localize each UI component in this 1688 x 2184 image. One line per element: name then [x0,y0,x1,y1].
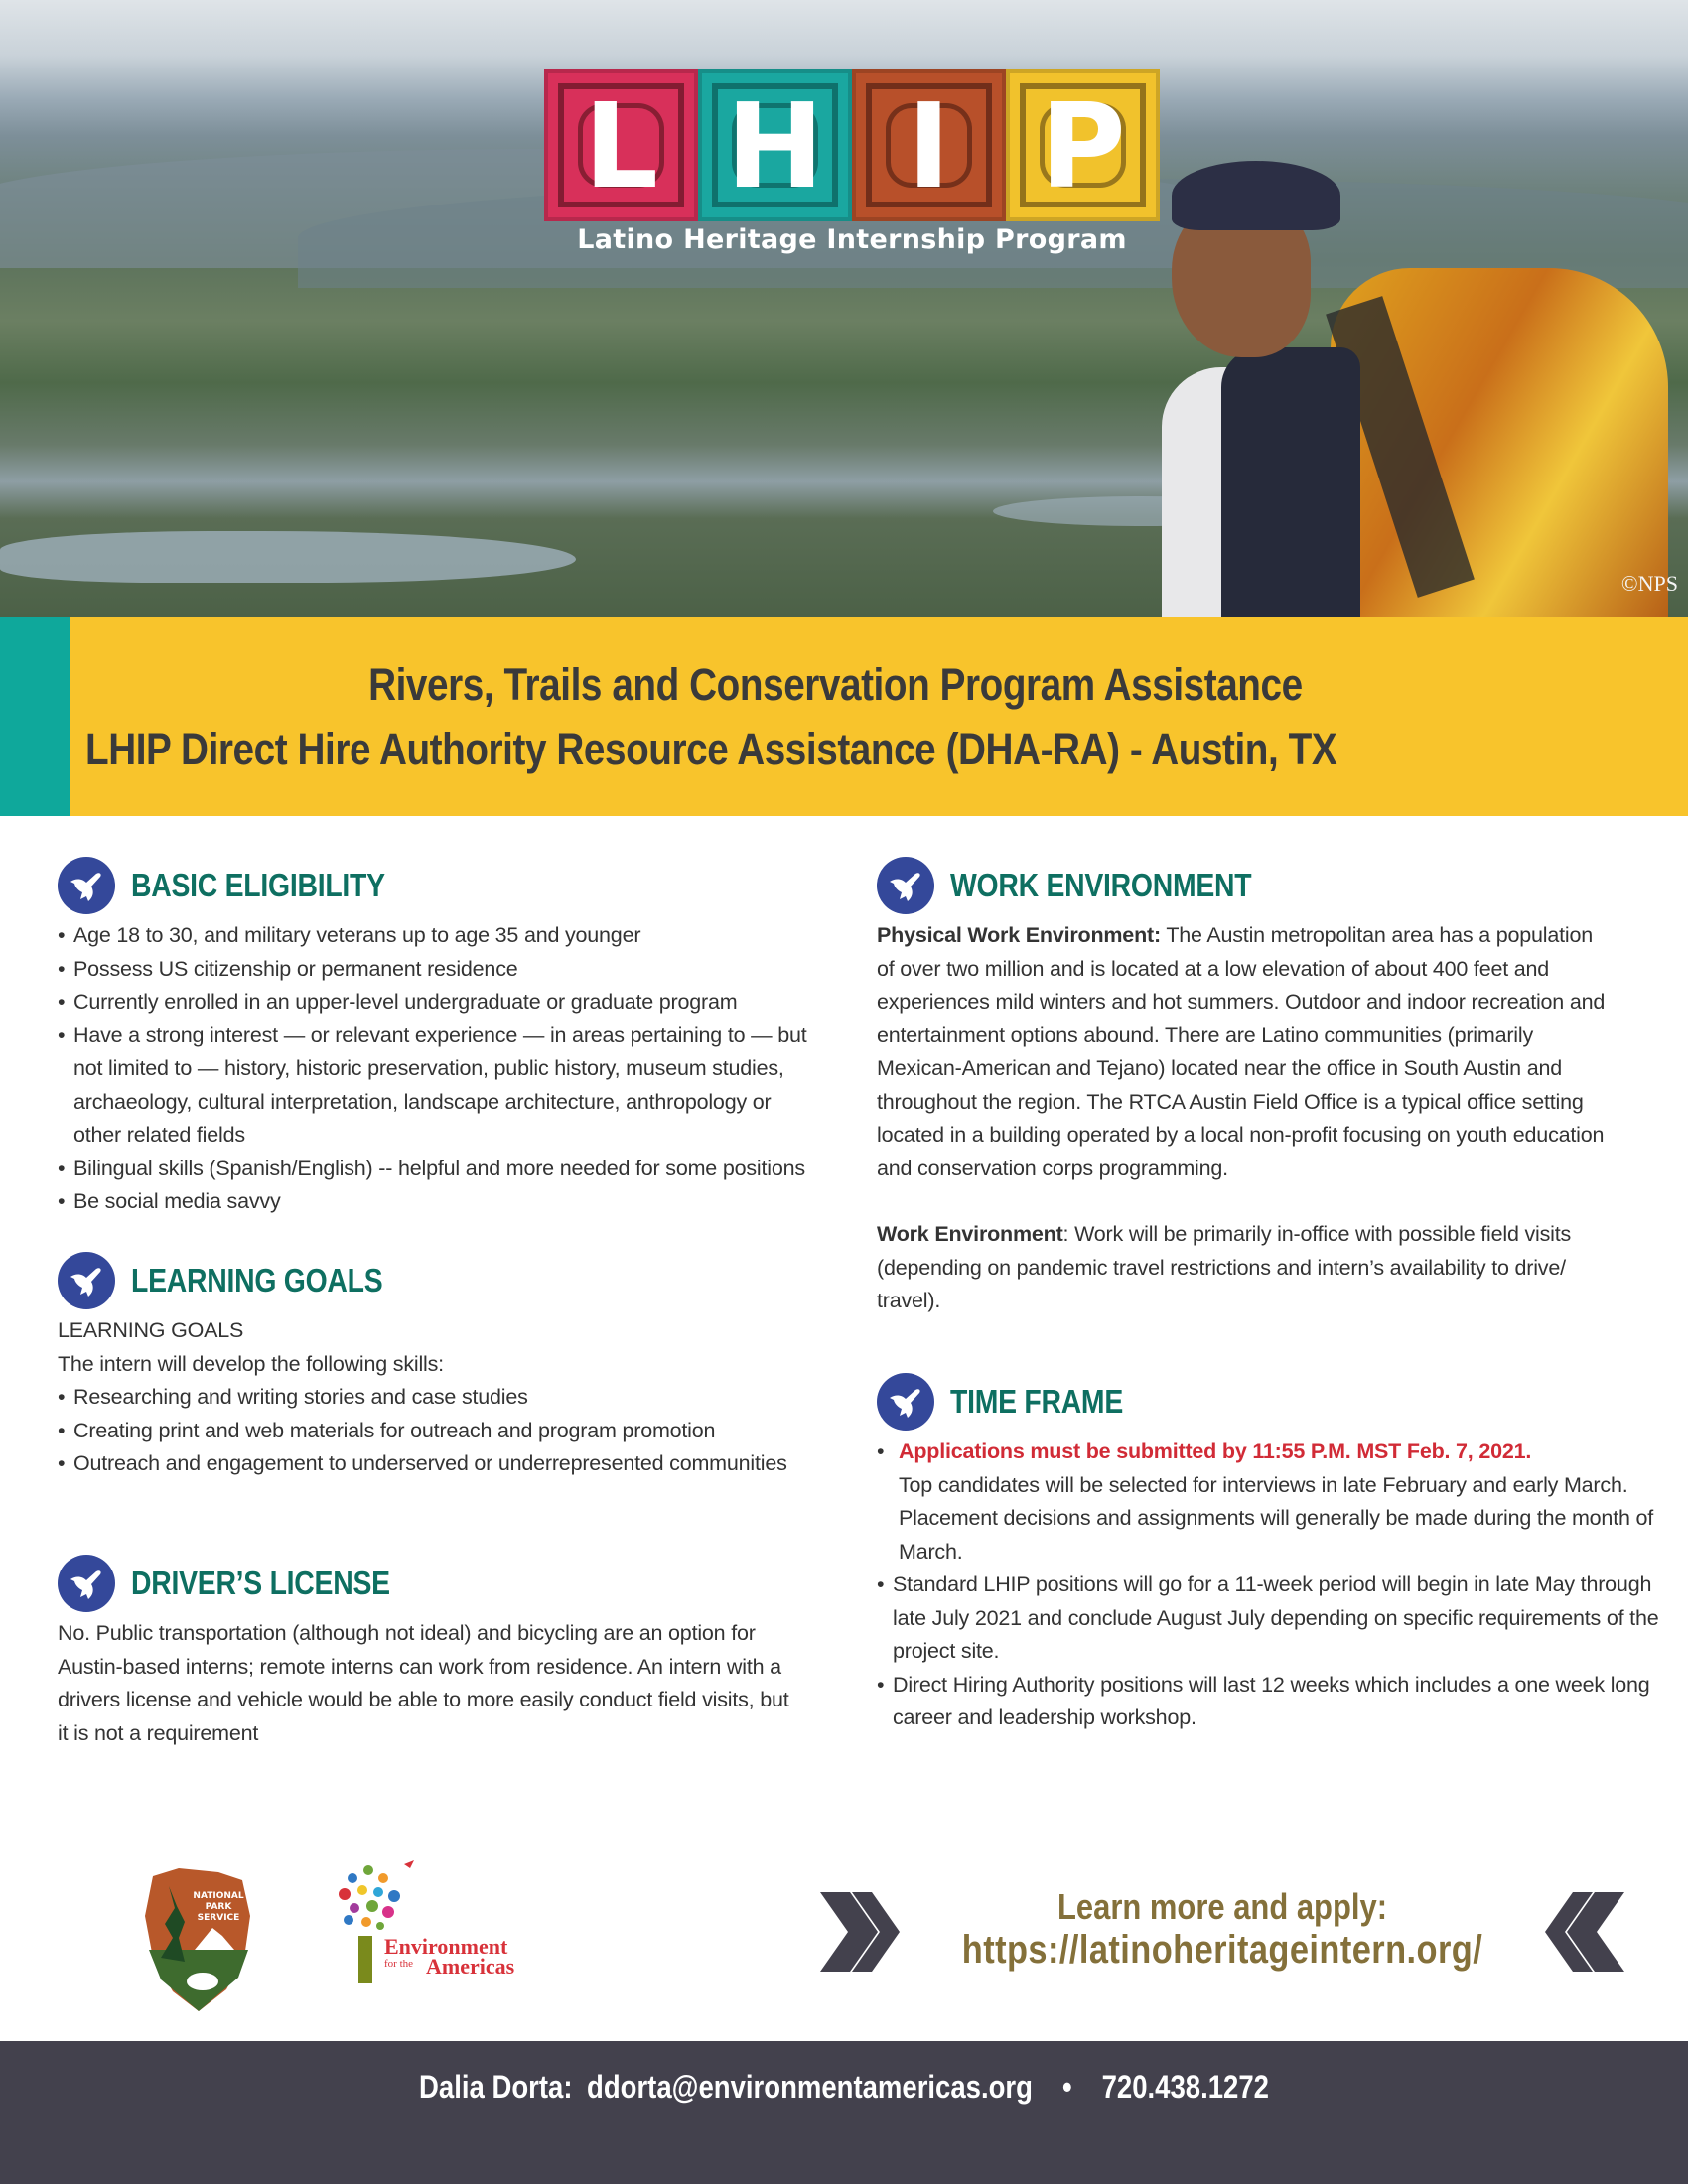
contact-line [118,2069,1570,2106]
section-learning-goals [58,1251,822,1481]
list-item: • Outreach and engagement to underserved or underrepresented communities [58,1447,822,1481]
section-title: BASIC ELIGIBILITY [131,867,385,903]
title-banner [0,617,1688,816]
apply-callout [820,1886,1624,1976]
list-item: • Direct Hiring Authority positions will last 12 weeks which includes a one week long career and leadership workshop. [877,1669,1661,1735]
logo-tile-p [1006,69,1160,221]
section-title: DRIVER’S LICENSE [131,1565,390,1601]
banner-accent-bar [0,617,70,816]
program-title: Rivers, Trails and Conservation Program Assistance [368,659,1303,710]
list-item: • Possess US citizenship or permanent residence [58,953,812,987]
bird-icon [58,857,115,914]
contact-footer [0,2041,1688,2184]
section-basic-eligibility [58,856,822,1219]
drivers-license-text: No. Public transportation (although not ideal) and bicycling are an option for Austin-based interns; remote interns can work from residence. An intern with a drivers license and vehicle would be able to more easily conduct field visits, but it is not a requirement [58,1621,789,1745]
physical-label: Physical Work Environment: [877,923,1161,947]
hero-photo [0,0,1688,617]
logo-letter: I [907,76,951,214]
list-item: • Bilingual skills (Spanish/English) -- helpful and more needed for some positions [58,1153,812,1186]
application-deadline: Applications must be submitted by 11:55 P.M. MST Feb. 7, 2021. [899,1439,1532,1463]
bird-icon [877,1373,934,1431]
list-item: • Standard LHIP positions will go for a 11-week period will begin in late May through late July 2021 and conclude August July depending on specific requirements of the project site. [877,1569,1661,1669]
lake [0,531,576,583]
section-title: LEARNING GOALS [131,1262,383,1298]
hiker-cap [1172,161,1340,230]
logo-letter: H [726,76,824,214]
list-item: • Be social media savvy [58,1185,812,1219]
logo-tile-i [852,69,1006,221]
bird-icon [58,1555,115,1612]
logo-letter: L [583,76,659,214]
learning-goals-list [58,1381,822,1481]
bird-icon [877,857,934,914]
logo-tile-l [544,69,698,221]
efa-logo-small: for the [384,1958,414,1970]
separator-dot: • [1061,2069,1072,2105]
list-item: • Age 18 to 30, and military veterans up to age 35 and younger [58,919,812,953]
chevron-left-icon [1515,1892,1624,1972]
list-item: • Researching and writing stories and case studies [58,1381,822,1415]
logo-letter: P [1040,76,1126,214]
section-title: WORK ENVIRONMENT [950,867,1252,903]
physical-text: The Austin metropolitan area has a population of over two million and is located at a low elevation of about 400 feet and experiences mild winters and hot summers. Outdoor and indoor recreation and entertainment options abound. There are Latino communities (primarily Mexican-American and Tejano) located near the office in South Austin and throughout the region. The RTCA Austin Field Office is a typical office setting located in a building operated by a local non-profit focusing on youth education and conservation corps programming. [877,923,1606,1180]
bird-icon [58,1252,115,1309]
section-time-frame [877,1372,1661,1735]
section-work-environment [877,856,1661,1318]
efa-logo-line1: Environment [384,1934,508,1959]
bird-tree-icon [329,1856,418,1940]
lhip-logo [544,69,1160,221]
list-item [877,1435,1661,1569]
contact-email[interactable]: ddorta@environmentamericas.org [587,2069,1033,2105]
hiker-vest [1221,347,1360,617]
list-item: • Currently enrolled in an upper-level undergraduate or graduate program [58,986,812,1020]
work-label: Work Environment [877,1222,1063,1246]
position-title: LHIP Direct Hire Authority Resource Assistance (DHA-RA) - Austin, TX [85,724,1337,774]
learning-goals-subheading: LEARNING GOALS [58,1318,244,1342]
contact-name: Dalia Dorta: [419,2069,573,2105]
work-text: : Work will be primarily in-office with possible field visits (depending on pandemic travel restrictions and intern’s availability to drive/ travel). [877,1222,1572,1312]
efa-logo-line2: Americas [426,1954,515,1979]
section-drivers-license [58,1554,822,1750]
nps-logo-text: PARK [205,1902,232,1912]
physical-work-environment [877,919,1612,1185]
apply-heading: Learn more and apply: [1056,1886,1388,1927]
apply-link[interactable]: https://latinoheritageintern.org/ [961,1928,1483,1972]
learning-goals-intro: The intern will develop the following skills: [58,1351,444,1376]
contact-phone[interactable]: 720.438.1272 [1101,2069,1269,2105]
efa-logo [323,1856,521,1985]
work-environment-note [877,1218,1612,1318]
nps-logo-text: NATIONAL [193,1891,244,1901]
eligibility-list [58,919,812,1219]
list-item: • Have a strong interest — or relevant experience — in areas pertaining to — but not limited to — history, historic preservation, public history, museum studies, archaeology, cultural interpretation, landscape architecture, anthropology or other related fields [58,1020,812,1153]
time-frame-list [877,1435,1661,1735]
nps-arrowhead-logo [139,1866,258,2013]
logo-tile-h [698,69,852,221]
nps-logo-text: SERVICE [197,1913,240,1923]
deadline-followup: Top candidates will be selected for interviews in late February and early March. Placement decisions and assignments will generally be made during the month of March. [899,1472,1654,1564]
tree-trunk [358,1936,372,1983]
logo-caption: Latino Heritage Internship Program [577,224,1127,255]
section-title: TIME FRAME [950,1383,1124,1420]
list-item: • Creating print and web materials for outreach and program promotion [58,1415,822,1448]
photo-credit: ©NPS [1620,571,1678,596]
